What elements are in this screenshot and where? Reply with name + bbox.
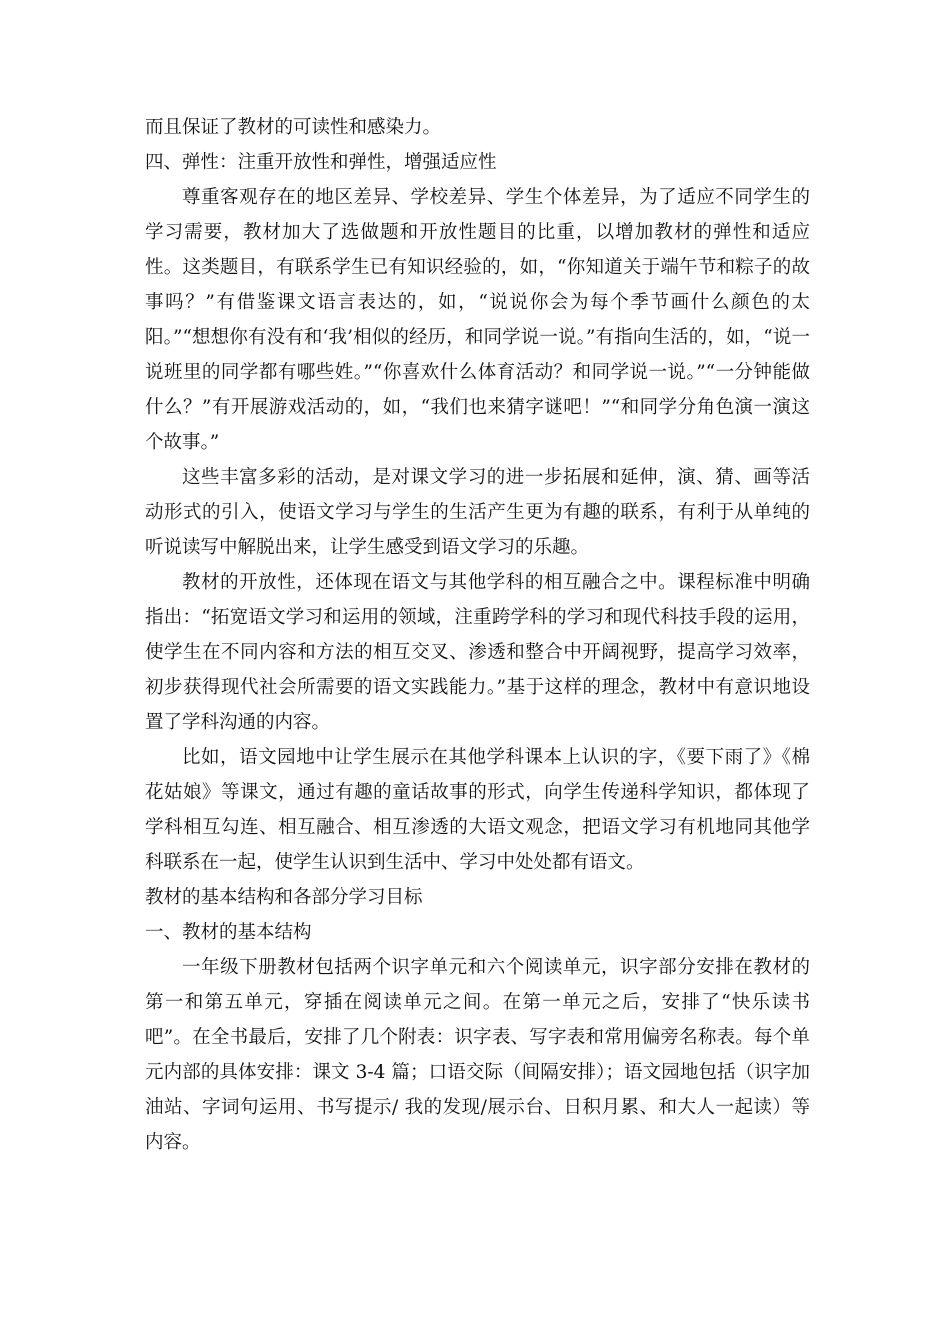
paragraph-flexibility-intro: 尊重客观存在的地区差异、学校差异、学生个体差异，为了适应不同学生的学习需要，教材加大了选做题和开放性题目的比重，以增加教材的弹性和适应性。这类题目，有联系学生已有知识经验的，如，“你知道关于端午节和粽子的故事吗？”有借鉴课文语言表达的，如，“说说你会为每个季节画什么颜色的太阳。”“想想你有没有和‘我’相似的经历，和同学说一说。”有指向生活的，如，“说一说班里的同学都有哪些姓。”“你喜欢什么体育活动？和同学说一说。”“一分钟能做什么？”有开展游戏活动的，如，“我们也来猜字谜吧！”“和同学分角色演一演这个故事。”	[145, 187, 810, 453]
paragraph-basic-structure: 一年级下册教材包括两个识字单元和六个阅读单元，识字部分安排在教材的第一和第五单元，穿插在阅读单元之间。在第一单元之后，安排了“快乐读书吧”。在全书最后，安排了几个附表：识字表、写字表和常用偏旁名称表。每个单元内部的具体安排：课文 3-4 篇；口语交际（间隔安排）；语文园地包括（识字加油站、字词句运用、书写提示/ 我的发现/展示台、日积月累、和大人一起读）等内容。	[145, 957, 810, 1153]
paragraph-example: 比如，语文园地中让学生展示在其他学科课本上认识的字，《要下雨了》《棉花姑娘》等课文，通过有趣的童话故事的形式，向学生传递科学知识，都体现了学科相互勾连、相互融合、相互渗透的大语文观念，把语文学习有机地同其他学科联系在一起，使学生认识到生活中、学习中处处都有语文。	[145, 747, 810, 873]
paragraph-continuation: 而且保证了教材的可读性和感染力。	[145, 117, 442, 138]
chapter-heading-structure: 教材的基本结构和各部分学习目标	[145, 887, 423, 908]
paragraph-openness: 教材的开放性，还体现在语文与其他学科的相互融合之中。课程标准中明确指出：“拓宽语文学习和运用的领域，注重跨学科的学习和现代科技手段的运用，使学生在不同内容和方法的相互交叉、渗透和整合中开阔视野，提高学习效率，初步获得现代社会所需要的语文实践能力。”基于这样的理念，教材中有意识地设置了学科沟通的内容。	[145, 572, 810, 733]
document-body	[145, 110, 810, 1160]
section-heading-basic-structure: 一、教材的基本结构	[145, 922, 312, 943]
paragraph-activities: 这些丰富多彩的活动，是对课文学习的进一步拓展和延伸，演、猜、画等活动形式的引入，使语文学习与学生的生活产生更为有趣的联系，有利于从单纯的听说读写中解脱出来，让学生感受到语文学习的乐趣。	[145, 467, 810, 558]
section-heading-flexibility: 四、弹性：注重开放性和弹性，增强适应性	[145, 152, 497, 173]
